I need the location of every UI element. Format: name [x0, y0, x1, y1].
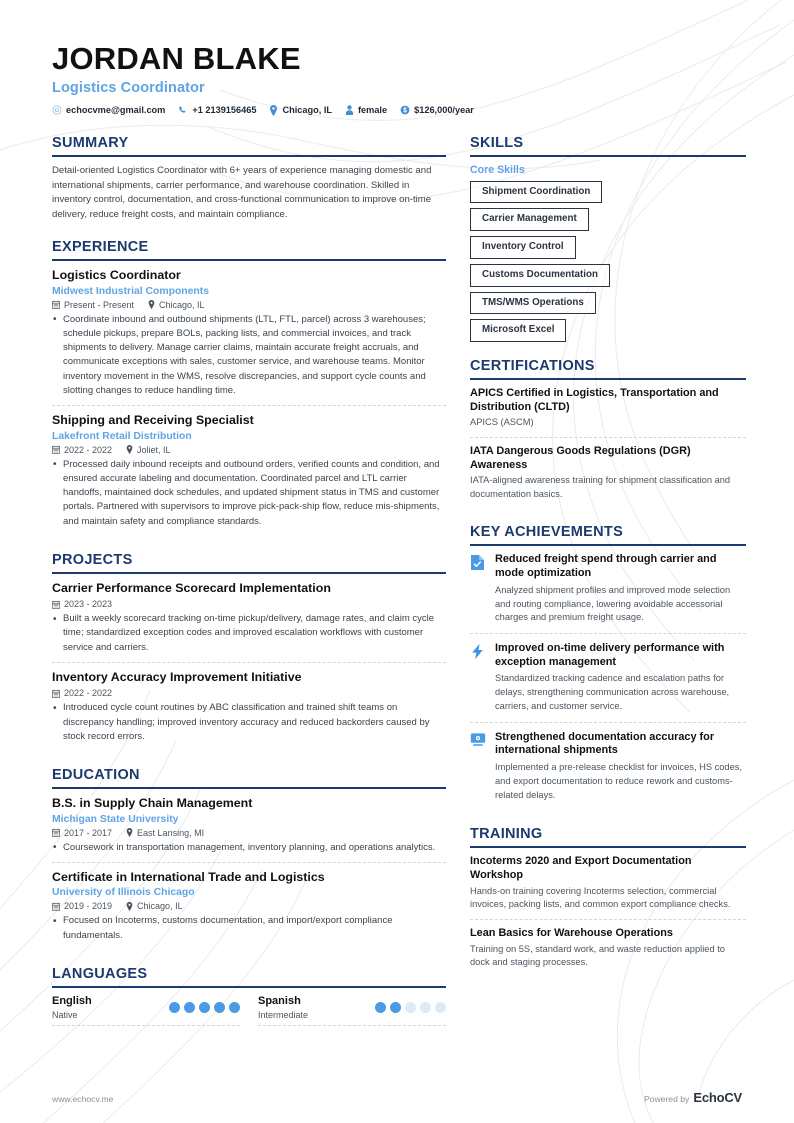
entry-title: Certificate in International Trade and Logistics	[52, 869, 325, 884]
lightning-bolt-icon	[470, 642, 487, 714]
section-experience	[52, 240, 446, 536]
entry-bullets	[52, 841, 446, 855]
education-entry	[52, 862, 446, 950]
entry-title: Carrier Performance Scorecard Implementation	[52, 580, 331, 595]
right-column	[470, 136, 746, 994]
certification-issuer: IATA-aligned awareness training for shipment classification and documentation basics.	[470, 475, 731, 499]
achievement-title: Reduced freight spend through carrier and mode optimization	[495, 553, 717, 580]
entry-organization: University of Illinois Chicago	[52, 887, 195, 899]
certification-title: IATA Dangerous Goods Regulations (DGR) Awareness	[470, 444, 691, 471]
contact-row	[52, 105, 742, 116]
entry-dates-value: 2023 - 2023	[64, 599, 113, 610]
contact-phone-value: +1 2139156465	[192, 105, 257, 116]
entry-location	[126, 445, 171, 455]
entry-meta	[52, 688, 446, 698]
section-rule	[470, 544, 746, 546]
candidate-role: Logistics Coordinator	[52, 79, 205, 96]
section-training	[470, 827, 746, 976]
skill-chip[interactable]: TMS/WMS Operations	[470, 292, 596, 315]
page-footer	[52, 1090, 742, 1105]
achievement-item	[470, 553, 746, 633]
bullet: • Coursework in transportation management, inventory planning, and operations analytics.	[52, 841, 446, 855]
certification-issuer: APICS (ASCM)	[470, 417, 534, 428]
calendar-icon	[52, 600, 60, 609]
entry-location-value: Joliet, IL	[137, 444, 171, 455]
location-icon	[126, 828, 133, 837]
achievement-item	[470, 722, 746, 811]
entry-bullets	[52, 458, 446, 529]
entry-dates	[52, 688, 112, 698]
section-title-key-achievements: KEY ACHIEVEMENTS	[470, 524, 624, 541]
email-icon	[52, 105, 62, 115]
bullet: • Built a weekly scorecard tracking on-time pickup/delivery, damage rates, and claim cycle time; standardized exception codes and improved escalation workflows with customer service and carriers.	[52, 612, 446, 655]
location-icon	[126, 902, 133, 911]
rating-dot	[229, 1002, 240, 1013]
phone-icon	[178, 105, 188, 115]
contact-gender-value: female	[357, 105, 388, 116]
certification-title: APICS Certified in Logistics, Transportation and Distribution (CLTD)	[470, 387, 719, 413]
document-check-icon	[470, 553, 487, 625]
entry-dates	[52, 828, 112, 838]
contact-gender	[345, 105, 387, 115]
calendar-icon	[52, 300, 60, 309]
language-level: Native	[52, 1009, 78, 1020]
entry-dates	[52, 901, 112, 911]
entry-location-value: East Lansing, MI	[137, 827, 205, 838]
entry-bullets	[52, 313, 446, 399]
entry-meta	[52, 901, 446, 911]
location-icon	[126, 445, 133, 454]
section-certifications	[470, 359, 746, 508]
section-languages	[52, 967, 446, 1026]
entry-bullets	[52, 914, 446, 943]
achievement-title: Improved on-time delivery performance with exception management	[495, 642, 725, 668]
rating-dot	[169, 1002, 180, 1013]
entry-location-value: Chicago, IL	[159, 299, 205, 310]
skill-chip[interactable]: Inventory Control	[470, 236, 576, 259]
language-name: English	[52, 994, 92, 1007]
rating-dot	[405, 1002, 416, 1013]
location-icon	[269, 105, 278, 116]
entry-dates-value: 2017 - 2017	[64, 827, 113, 838]
section-rule	[52, 986, 446, 988]
section-key-achievements	[470, 525, 746, 810]
entry-meta	[52, 300, 446, 310]
footer-powered-by-label: Powered by	[643, 1094, 690, 1104]
entry-organization: Midwest Industrial Components	[52, 285, 210, 297]
skill-chip[interactable]: Microsoft Excel	[470, 319, 566, 342]
language-name: Spanish	[258, 994, 301, 1007]
calendar-icon	[52, 902, 60, 911]
section-title-education: EDUCATION	[52, 767, 140, 784]
entry-location	[148, 300, 205, 310]
training-item	[470, 855, 746, 918]
achievement-description: Implemented a pre-release checklist for invoices, HS codes, and export documentation to reduce rework and customs-related delays.	[495, 762, 742, 800]
entry-organization: Lakefront Retail Distribution	[52, 430, 192, 442]
rating-dot	[214, 1002, 225, 1013]
section-rule	[52, 787, 446, 789]
project-entry	[52, 662, 446, 751]
training-title: Lean Basics for Warehouse Operations	[470, 926, 673, 939]
skills-group-label: Core Skills	[470, 163, 525, 176]
footer-brand	[644, 1090, 742, 1105]
entry-dates-value: 2019 - 2019	[64, 901, 113, 912]
languages-grid	[52, 995, 446, 1026]
entry-location	[126, 901, 183, 911]
language-item	[52, 995, 240, 1026]
achievement-description: Standardized tracking cadence and escalation paths for delays, strengthening communication across warehouse, carriers, and customer service.	[495, 673, 730, 711]
section-title-languages: LANGUAGES	[52, 965, 148, 982]
section-education	[52, 768, 446, 950]
person-icon	[345, 105, 354, 115]
bullet: • Focused on Incoterms, customs documentation, and import/export compliance fundamentals.	[52, 914, 446, 943]
entry-meta	[52, 445, 446, 455]
section-title-training: TRAINING	[470, 826, 543, 843]
rating-dot	[199, 1002, 210, 1013]
achievement-body	[495, 731, 746, 803]
entry-location-value: Chicago, IL	[137, 901, 183, 912]
section-title-summary: SUMMARY	[52, 134, 129, 151]
language-rating-dots	[375, 1002, 446, 1013]
bullet: • Coordinate inbound and outbound shipments (LTL, FTL, parcel) across 3 warehouses; schedule pickups, prepare BOLs, packing lists, and commercial invoices, and track shipments to delivery. Manage carrier claims, maintain accurate freight accruals, and communicate exceptions with sales, customer service, and warehouse teams. Monitor inventory movement in the WMS, resolve discrepancies, and support cycle counts and slotting changes to reduce handling time.	[52, 313, 446, 399]
section-rule	[470, 378, 746, 380]
training-title: Incoterms 2020 and Export Documentation Workshop	[470, 855, 692, 882]
entry-location	[126, 828, 204, 838]
project-entry	[52, 581, 446, 662]
section-summary	[52, 136, 446, 223]
language-text	[258, 995, 308, 1020]
salary-icon	[400, 105, 410, 115]
achievement-item	[470, 633, 746, 722]
section-title-certifications: CERTIFICATIONS	[470, 358, 595, 375]
calendar-icon	[52, 828, 60, 837]
experience-entry	[52, 268, 446, 405]
entry-title: Logistics Coordinator	[52, 268, 181, 283]
entry-dates-value: Present - Present	[64, 299, 135, 310]
entry-meta	[52, 828, 446, 838]
calendar-icon	[52, 445, 60, 454]
calendar-icon	[52, 689, 60, 698]
summary-text: Detail-oriented Logistics Coordinator with 6+ years of experience managing domestic and international shipments, carrier performance, and warehouse coordination. Skilled in inventory control, documentation, and cross-functional communication to improve on-time delivery, reduce freight costs, and maintain compliance.	[52, 164, 432, 221]
experience-entry	[52, 405, 446, 536]
monitor-icon	[470, 731, 487, 803]
training-description: Hands-on training covering Incoterms selection, commercial invoices, packing lists, and common export compliance checks.	[470, 885, 731, 910]
rating-dot	[375, 1002, 386, 1013]
contact-salary	[400, 105, 474, 115]
echocv-logo: EchoCV	[693, 1090, 742, 1105]
contact-phone[interactable]	[178, 105, 256, 115]
rating-dot	[420, 1002, 431, 1013]
contact-salary-value: $126,000/year	[414, 105, 474, 116]
section-title-skills: SKILLS	[470, 134, 524, 151]
entry-dates	[52, 445, 112, 455]
section-skills	[470, 136, 746, 342]
contact-email[interactable]	[52, 105, 165, 115]
candidate-name: JORDAN BLAKE	[52, 41, 301, 76]
achievement-title: Strengthened documentation accuracy for international shipments	[495, 730, 715, 757]
entry-bullets	[52, 701, 446, 744]
skills-chip-list	[470, 181, 746, 342]
entry-dates	[52, 599, 112, 609]
section-rule	[470, 155, 746, 157]
training-description: Training on 5S, standard work, and waste reduction applied to dock and staging processes.	[470, 943, 725, 967]
bullet: • Processed daily inbound receipts and outbound orders, verified counts and condition, and ensured accurate labeling and documentation. Coordinated parcel and LTL carrier handoffs, maintained dock schedules, and updated shipment status in TMS and customer portals. Partnered with supervisors to improve pick-pack-ship flow, reduce mis-shipments, and maintain safety and compliance standards.	[52, 458, 446, 529]
contact-location	[269, 105, 332, 116]
training-item	[470, 919, 746, 977]
bullet: • Introduced cycle count routines by ABC classification and trained shift teams on discrepancy handling; improved inventory accuracy and reduced backorders caused by stock record errors.	[52, 701, 446, 744]
entry-organization: Michigan State University	[52, 813, 179, 825]
skill-chip[interactable]: Customs Documentation	[470, 264, 610, 287]
rating-dot	[184, 1002, 195, 1013]
language-item	[258, 995, 446, 1026]
resume-header	[52, 42, 742, 116]
entry-dates	[52, 300, 134, 310]
location-icon	[148, 300, 155, 309]
entry-dates-value: 2022 - 2022	[64, 688, 113, 699]
language-level: Intermediate	[258, 1009, 309, 1020]
language-rating-dots	[169, 1002, 240, 1013]
contact-email-value: echocvme@gmail.com	[66, 105, 166, 116]
contact-location-value: Chicago, IL	[282, 105, 332, 116]
section-title-experience: EXPERIENCE	[52, 239, 149, 256]
entry-title: Inventory Accuracy Improvement Initiative	[52, 669, 302, 684]
achievement-body	[495, 553, 746, 625]
rating-dot	[390, 1002, 401, 1013]
entry-dates-value: 2022 - 2022	[64, 444, 113, 455]
achievement-body	[495, 642, 746, 714]
skill-chip[interactable]: Carrier Management	[470, 208, 589, 231]
certification-item	[470, 387, 746, 437]
entry-bullets	[52, 612, 446, 655]
certification-item	[470, 437, 746, 508]
section-title-projects: PROJECTS	[52, 551, 133, 568]
section-rule	[52, 259, 446, 261]
section-projects	[52, 553, 446, 751]
footer-site-url[interactable]: www.echocv.me	[52, 1094, 114, 1104]
education-entry	[52, 796, 446, 862]
language-text	[52, 995, 92, 1020]
entry-meta	[52, 599, 446, 609]
section-rule	[470, 846, 746, 848]
skill-chip[interactable]: Shipment Coordination	[470, 181, 602, 204]
section-rule	[52, 572, 446, 574]
section-rule	[52, 155, 446, 157]
entry-title: Shipping and Receiving Specialist	[52, 413, 254, 428]
rating-dot	[435, 1002, 446, 1013]
left-column	[52, 136, 446, 1043]
achievement-description: Analyzed shipment profiles and improved mode selection and routing compliance, lowering avoidable accessorial charges and premium freight usage.	[495, 584, 731, 623]
entry-title: B.S. in Supply Chain Management	[52, 796, 253, 811]
